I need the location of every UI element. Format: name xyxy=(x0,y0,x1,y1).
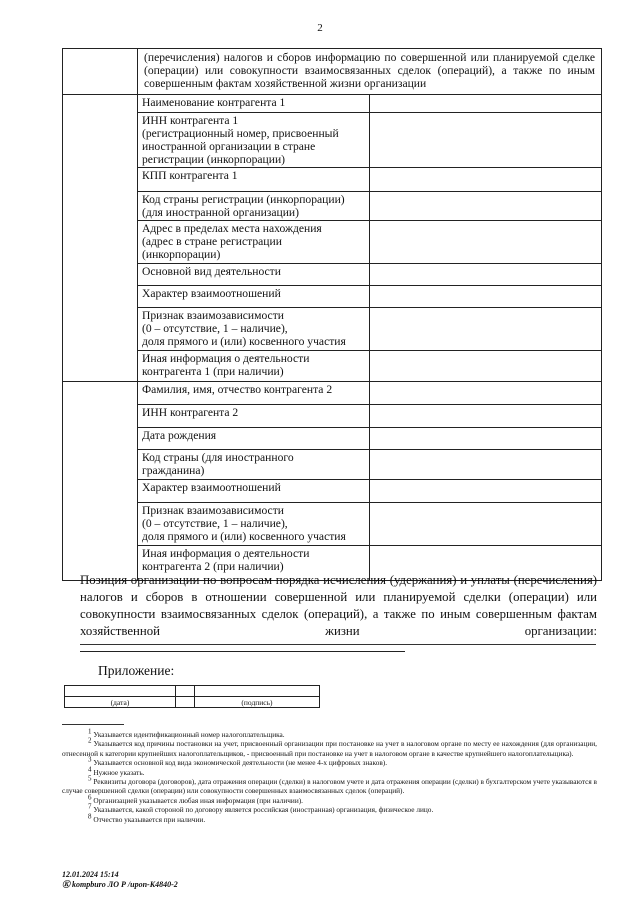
footnote xyxy=(62,812,597,824)
group1-field-label xyxy=(138,95,370,113)
footnote-text: Указывается идентификационный номер налогоплательщика. xyxy=(93,730,285,739)
group1-margin-cell xyxy=(63,95,138,382)
group2-field-value[interactable] xyxy=(370,480,602,503)
label-line: Код страны (для иностранного xyxy=(142,451,294,464)
label-line: (инкорпорации) xyxy=(142,248,221,261)
label-line: Признак взаимозависимости xyxy=(142,504,284,517)
label-line: Характер взаимоотношений xyxy=(142,287,281,300)
label-line: доля прямого и (или) косвенного участия xyxy=(142,335,346,348)
group2-field-value[interactable] xyxy=(370,503,602,546)
appendix-label: Приложение: xyxy=(98,663,175,678)
label-line: Адрес в пределах места нахождения xyxy=(142,222,322,235)
group2-row xyxy=(63,405,602,428)
label-line: Характер взаимоотношений xyxy=(142,481,281,494)
group1-field-value[interactable] xyxy=(370,351,602,382)
footnote-text: Организацией указывается любая иная информация (при наличии). xyxy=(93,795,303,805)
footnote xyxy=(62,793,597,805)
intro-text-cell xyxy=(138,49,602,95)
group1-field-value[interactable] xyxy=(370,286,602,308)
footnote-number: 1 xyxy=(88,727,92,736)
position-line-2 xyxy=(80,644,596,645)
position-answer-field[interactable] xyxy=(80,640,405,652)
group1-row xyxy=(63,113,602,168)
label-line: Иная информация о деятельности xyxy=(142,352,310,365)
footnote-number: 8 xyxy=(88,812,92,821)
intro-line-1: (перечисления) налогов и сборов информацию по совершенной или планируемой сделке xyxy=(144,51,595,64)
group1-row xyxy=(63,95,602,113)
sign-gap-caption xyxy=(176,697,195,708)
footnote xyxy=(62,736,597,758)
label-line: Фамилия, имя, отчество xyxy=(142,383,262,396)
group2-field-value[interactable] xyxy=(370,428,602,450)
group1-field-label xyxy=(138,113,370,168)
label-line: ИНН контрагента 1 xyxy=(142,114,239,127)
label-line: Код страны регистрации (инкорпорации) xyxy=(142,193,345,206)
label-line: иностранной организации в стране xyxy=(142,140,316,153)
group2-row xyxy=(63,450,602,480)
footnote xyxy=(62,774,597,796)
group2-field-label xyxy=(138,450,370,480)
group1-row xyxy=(63,192,602,221)
group1-field-value[interactable] xyxy=(370,221,602,264)
label-line: ИНН контрагента 2 xyxy=(142,406,239,419)
label-line: Основной вид деятельности xyxy=(142,265,281,278)
group1-field-label xyxy=(138,192,370,221)
group1-field-value[interactable] xyxy=(370,113,602,168)
group1-field-label xyxy=(138,168,370,192)
group1-field-label xyxy=(138,351,370,382)
group2-field-value[interactable] xyxy=(370,450,602,480)
intro-line-3: совершенным фактам хозяйственной жизни организации xyxy=(144,77,427,90)
group2-row xyxy=(63,382,602,405)
position-text: Позиция организации по вопросам порядка исчисления (удержания) и уплаты (перечисления) налогов и сборов в отношении совершенной или планируемой сделки (операции) или совокупности взаимосвязанных сделок (операций), а также по иным совершенным фактам хозяйственной жизни организации: xyxy=(80,573,597,638)
group2-field-value[interactable] xyxy=(370,382,602,405)
footnote-separator xyxy=(62,724,124,725)
group2-row xyxy=(63,428,602,450)
footnote-number: 2 xyxy=(88,736,92,745)
signature-block xyxy=(64,685,320,708)
page-number: 2 xyxy=(317,22,323,34)
footnote-number: 3 xyxy=(88,755,92,764)
intro-row xyxy=(63,49,602,95)
group2-field-value[interactable] xyxy=(370,405,602,428)
group2-field-label xyxy=(138,382,370,405)
group2-field-label xyxy=(138,503,370,546)
group1-field-value[interactable] xyxy=(370,192,602,221)
footnote-text: Реквизиты договора (договоров), дата отражения операции (сделки) в налоговом учете и дата отражения операции (сделки) в бухгалтерском учете указываются в случае совершенной сделки (операции) или совокупности совершенных взаимосвязанных сделок (операций). xyxy=(62,777,597,796)
sign-gap xyxy=(176,686,195,697)
label-tail: контрагента 2 xyxy=(261,383,333,396)
footnote-text: Отчество указывается при наличии. xyxy=(93,814,206,824)
stamp-datetime: 12.01.2024 15:14 xyxy=(62,870,119,879)
intro-line-2: (операции) или совокупности взаимосвязанных сделок (операций), а также по иным xyxy=(144,64,595,77)
group1-field-label xyxy=(138,308,370,351)
footnotes xyxy=(62,727,597,824)
footnote-text: Указывается, какой стороной по договору является российская (иностранная) организация, физическое лицо. xyxy=(93,805,434,815)
footnote xyxy=(62,755,597,768)
intro-margin-cell xyxy=(63,49,138,95)
label-line: Дата рождения xyxy=(142,429,217,442)
label-line: Иная информация о деятельности xyxy=(142,547,310,560)
label-line: КПП контрагента 1 xyxy=(142,169,238,182)
group1-field-label xyxy=(138,264,370,286)
date-caption: (дата) xyxy=(65,697,176,708)
footnote-text: Нужное указать. xyxy=(93,767,145,777)
group2-field-label xyxy=(138,405,370,428)
group1-row xyxy=(63,168,602,192)
group1-field-label xyxy=(138,286,370,308)
label-line: гражданина) xyxy=(142,464,205,477)
group1-row xyxy=(63,264,602,286)
footnote-text: Указывается код причины постановки на учет, присвоенный организации при постановке на учет в налоговом органе по месту ее нахождения (для организации, отнесенной к категории крупнейших налогоплательщиков, - присвоенный при постановке на учет в налоговом органе в качестве крупнейшего налогоплательщика). xyxy=(62,739,597,758)
label-line: контрагента 2 (при наличии) xyxy=(142,560,284,573)
label-line: (0 – отсутствие, 1 – наличие), xyxy=(142,517,288,530)
label-line: регистрации (инкорпорации) xyxy=(142,153,286,166)
group1-row xyxy=(63,286,602,308)
group1-field-value[interactable] xyxy=(370,264,602,286)
footnote-number: 4 xyxy=(88,765,92,774)
label-line: (адрес в стране регистрации xyxy=(142,235,282,248)
group2-row xyxy=(63,480,602,503)
group2-row xyxy=(63,503,602,546)
label-line: (для иностранной организации) xyxy=(142,206,299,219)
date-field[interactable] xyxy=(65,686,176,697)
group2-margin-cell xyxy=(63,382,138,581)
stamp-source: Ⓚ kompburo ЛО Р /ироп-К4840-2 xyxy=(62,880,178,889)
footnote xyxy=(62,765,597,777)
label-line: (регистрационный номер, присвоенный xyxy=(142,127,339,140)
label-line: (0 – отсутствие, 1 – наличие), xyxy=(142,322,288,335)
signature-field[interactable] xyxy=(195,686,320,697)
print-stamp xyxy=(62,870,178,890)
group1-field-value[interactable] xyxy=(370,95,602,113)
group1-row xyxy=(63,308,602,351)
label-line: доля прямого и (или) косвенного участия xyxy=(142,530,346,543)
label-line: контрагента 1 (при наличии) xyxy=(142,365,284,378)
group1-field-label xyxy=(138,221,370,264)
label-line: Признак взаимозависимости xyxy=(142,309,284,322)
group1-row xyxy=(63,351,602,382)
counterparty-table xyxy=(62,48,602,581)
label-line: Наименование контрагента 1 xyxy=(142,96,286,109)
footnote-number: 5 xyxy=(88,774,92,783)
group1-field-value[interactable] xyxy=(370,168,602,192)
signature-caption: (подпись) xyxy=(195,697,320,708)
footnote-number: 6 xyxy=(88,793,92,802)
footnote-number: 7 xyxy=(88,802,92,811)
group1-field-value[interactable] xyxy=(370,308,602,351)
group1-row xyxy=(63,221,602,264)
footnote-text: Указывается основной код вида экономической деятельности (не менее 4-х цифровых знаков). xyxy=(93,758,388,768)
group2-field-label xyxy=(138,428,370,450)
group2-field-label xyxy=(138,480,370,503)
footnote xyxy=(62,727,597,739)
footnote xyxy=(62,802,597,815)
